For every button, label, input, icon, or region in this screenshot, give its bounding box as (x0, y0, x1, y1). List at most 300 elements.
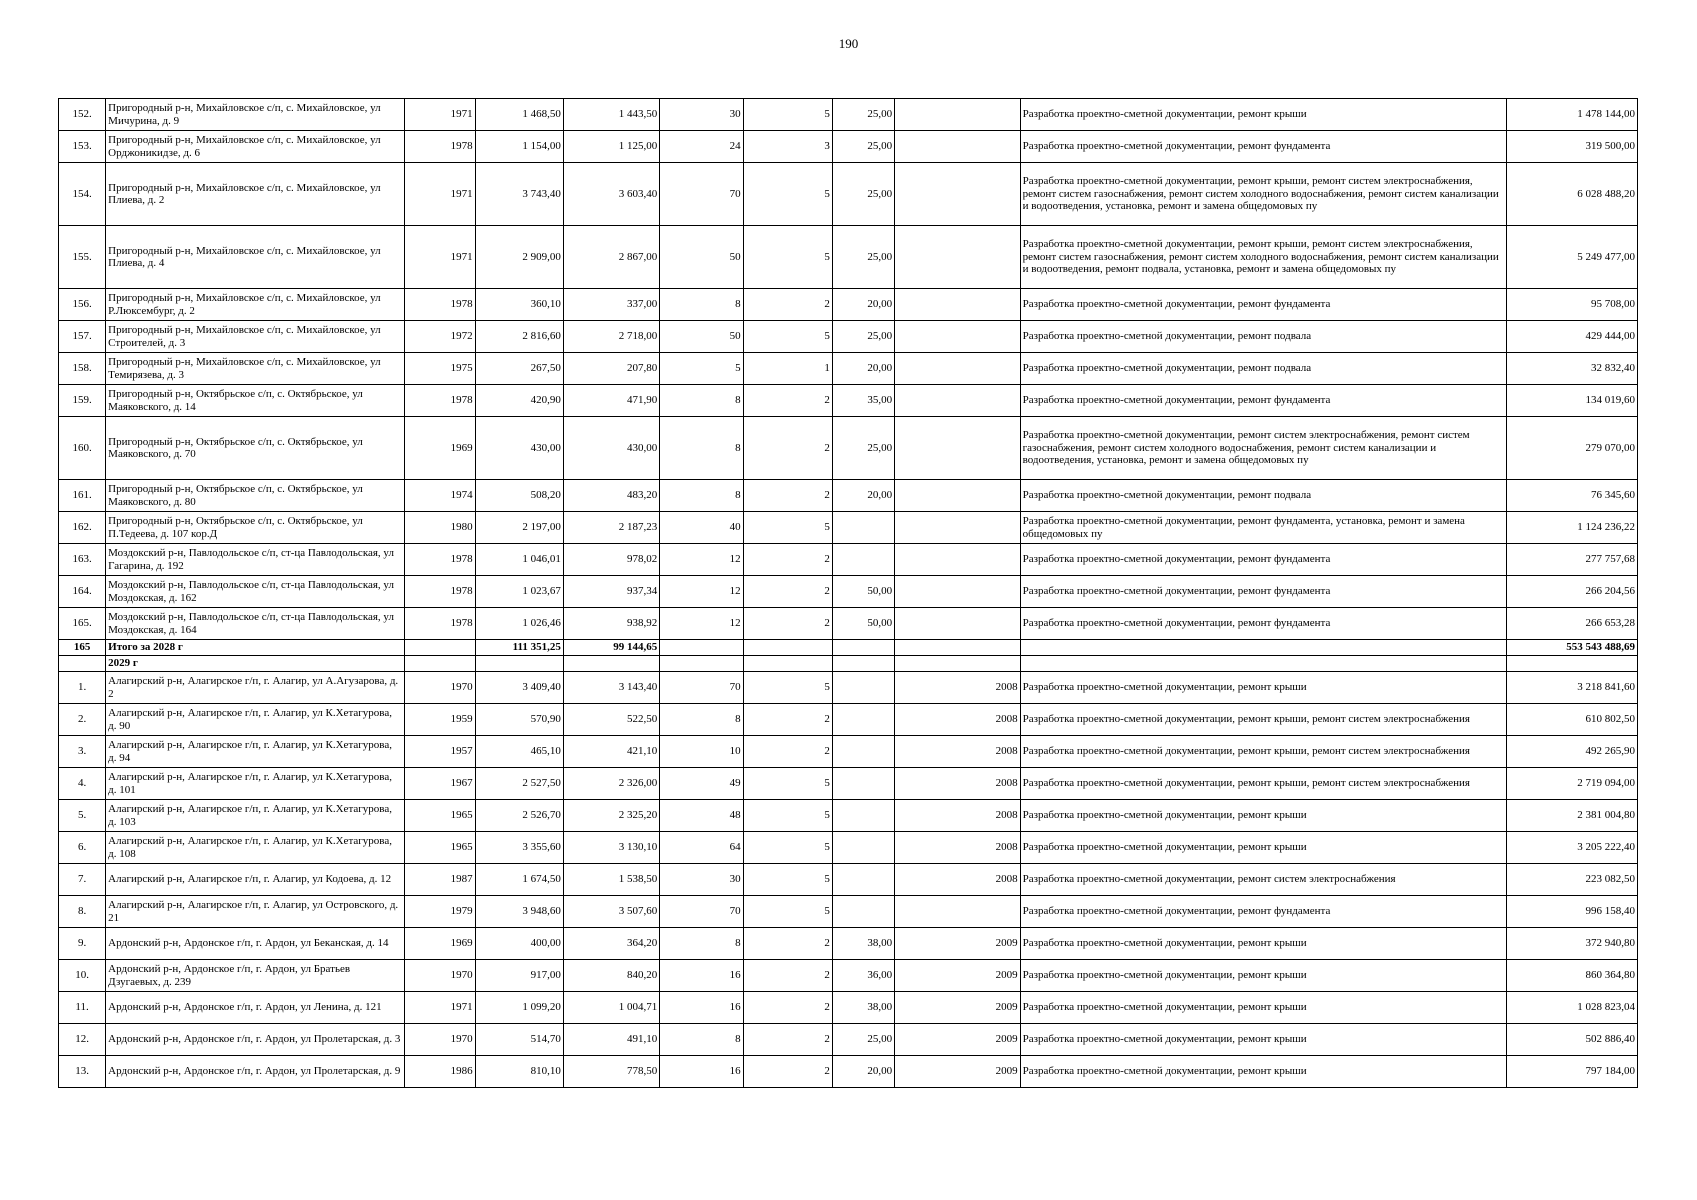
work-types-cell: Разработка проектно-сметной документации, ремонт фундамента (1020, 896, 1507, 928)
total-area-cell: 570,90 (475, 704, 563, 736)
total-area-cell: 508,20 (475, 480, 563, 512)
wear-percent-cell (832, 896, 894, 928)
living-area-cell: 1 125,00 (563, 131, 659, 163)
table-row (59, 512, 1638, 544)
living-area-cell: 471,90 (563, 385, 659, 417)
living-area-cell: 207,80 (563, 353, 659, 385)
table-row (59, 480, 1638, 512)
build-year-cell: 1965 (405, 800, 475, 832)
wear-percent-cell: 20,00 (832, 1056, 894, 1088)
last-repair-year-cell: 2008 (895, 672, 1020, 704)
residents-cell: 50 (660, 321, 743, 353)
floors-cell: 5 (743, 896, 832, 928)
last-repair-year-cell (895, 576, 1020, 608)
living-area-cell: 430,00 (563, 417, 659, 480)
last-repair-year-cell: 2008 (895, 768, 1020, 800)
last-repair-year-cell: 2008 (895, 864, 1020, 896)
row-number-cell: 13. (59, 1056, 106, 1088)
cost-cell: 372 940,80 (1507, 928, 1638, 960)
living-area-cell: 337,00 (563, 289, 659, 321)
cost-cell: 3 218 841,60 (1507, 672, 1638, 704)
wear-percent-cell: 25,00 (832, 417, 894, 480)
row-number-cell: 155. (59, 226, 106, 289)
table-row (59, 1056, 1638, 1088)
table-row (59, 960, 1638, 992)
last-repair-year-cell: 2009 (895, 1056, 1020, 1088)
last-repair-year-cell (895, 353, 1020, 385)
residents-cell: 16 (660, 1056, 743, 1088)
build-year-cell: 1980 (405, 512, 475, 544)
wear-percent-cell: 25,00 (832, 163, 894, 226)
residents-cell: 30 (660, 864, 743, 896)
address-cell: Алагирский р-н, Алагирское г/п, г. Алагир, ул К.Хетагурова, д. 101 (106, 768, 405, 800)
living-area-cell (563, 656, 659, 672)
build-year-cell: 1972 (405, 321, 475, 353)
living-area-cell: 3 143,40 (563, 672, 659, 704)
row-number-cell: 161. (59, 480, 106, 512)
cost-cell: 3 205 222,40 (1507, 832, 1638, 864)
address-cell: Пригородный р-н, Октябрьское с/п, с. Октябрьское, ул Маяковского, д. 80 (106, 480, 405, 512)
total-area-cell: 2 816,60 (475, 321, 563, 353)
work-types-cell: Разработка проектно-сметной документации, ремонт фундамента, установка, ремонт и замена общедомовых пу (1020, 512, 1507, 544)
row-number-cell: 159. (59, 385, 106, 417)
total-area-cell: 2 909,00 (475, 226, 563, 289)
floors-cell: 2 (743, 960, 832, 992)
floors-cell: 1 (743, 353, 832, 385)
address-cell: Пригородный р-н, Михайловское с/п, с. Михайловское, ул Р.Люксембург, д. 2 (106, 289, 405, 321)
living-area-cell: 491,10 (563, 1024, 659, 1056)
floors-cell: 3 (743, 131, 832, 163)
wear-percent-cell (832, 832, 894, 864)
floors-cell: 2 (743, 417, 832, 480)
living-area-cell: 978,02 (563, 544, 659, 576)
floors-cell: 2 (743, 289, 832, 321)
residents-cell: 24 (660, 131, 743, 163)
total-area-cell: 420,90 (475, 385, 563, 417)
row-number-cell: 4. (59, 768, 106, 800)
work-types-cell: Разработка проектно-сметной документации, ремонт крыши, ремонт систем электроснабжения (1020, 768, 1507, 800)
row-number-cell: 154. (59, 163, 106, 226)
total-area-cell (475, 656, 563, 672)
last-repair-year-cell (895, 417, 1020, 480)
cost-cell: 279 070,00 (1507, 417, 1638, 480)
last-repair-year-cell: 2009 (895, 960, 1020, 992)
residents-cell: 12 (660, 544, 743, 576)
cost-cell: 277 757,68 (1507, 544, 1638, 576)
wear-percent-cell (832, 704, 894, 736)
build-year-cell: 1957 (405, 736, 475, 768)
cost-cell: 223 082,50 (1507, 864, 1638, 896)
build-year-cell (405, 640, 475, 656)
address-cell: Ардонский р-н, Ардонское г/п, г. Ардон, ул Пролетарская, д. 3 (106, 1024, 405, 1056)
table-row (59, 576, 1638, 608)
address-cell: Ардонский р-н, Ардонское г/п, г. Ардон, ул Пролетарская, д. 9 (106, 1056, 405, 1088)
total-area-cell: 1 468,50 (475, 99, 563, 131)
table-row (59, 736, 1638, 768)
last-repair-year-cell (895, 640, 1020, 656)
last-repair-year-cell: 2009 (895, 992, 1020, 1024)
living-area-cell: 937,34 (563, 576, 659, 608)
cost-cell: 5 249 477,00 (1507, 226, 1638, 289)
address-cell: Итого за 2028 г (106, 640, 405, 656)
residents-cell: 16 (660, 960, 743, 992)
table-row (59, 226, 1638, 289)
residents-cell: 40 (660, 512, 743, 544)
build-year-cell: 1978 (405, 289, 475, 321)
table-row (59, 608, 1638, 640)
cost-cell: 2 719 094,00 (1507, 768, 1638, 800)
table-body (59, 99, 1638, 1088)
address-cell: Моздокский р-н, Павлодольское с/п, ст-ца Павлодольская, ул Моздокская, д. 164 (106, 608, 405, 640)
total-area-cell: 400,00 (475, 928, 563, 960)
total-area-cell: 267,50 (475, 353, 563, 385)
wear-percent-cell: 25,00 (832, 321, 894, 353)
build-year-cell: 1970 (405, 960, 475, 992)
wear-percent-cell: 25,00 (832, 131, 894, 163)
work-types-cell (1020, 640, 1507, 656)
residents-cell: 48 (660, 800, 743, 832)
last-repair-year-cell (895, 480, 1020, 512)
floors-cell: 2 (743, 704, 832, 736)
total-area-cell: 111 351,25 (475, 640, 563, 656)
residents-cell: 8 (660, 289, 743, 321)
row-number-cell: 153. (59, 131, 106, 163)
residents-cell: 64 (660, 832, 743, 864)
table-row (59, 321, 1638, 353)
row-number-cell: 160. (59, 417, 106, 480)
table-row (59, 800, 1638, 832)
build-year-cell: 1974 (405, 480, 475, 512)
living-area-cell: 483,20 (563, 480, 659, 512)
address-cell: Пригородный р-н, Октябрьское с/п, с. Октябрьское, ул Маяковского, д. 14 (106, 385, 405, 417)
floors-cell: 2 (743, 480, 832, 512)
row-number-cell: 156. (59, 289, 106, 321)
row-number-cell: 2. (59, 704, 106, 736)
table-row (59, 1024, 1638, 1056)
table-row (59, 768, 1638, 800)
residents-cell: 10 (660, 736, 743, 768)
cost-cell: 996 158,40 (1507, 896, 1638, 928)
table-row (59, 417, 1638, 480)
work-types-cell: Разработка проектно-сметной документации, ремонт фундамента (1020, 544, 1507, 576)
capital-repair-table (58, 98, 1638, 1088)
residents-cell: 16 (660, 992, 743, 1024)
floors-cell: 5 (743, 832, 832, 864)
last-repair-year-cell (895, 289, 1020, 321)
total-area-cell: 1 026,46 (475, 608, 563, 640)
floors-cell: 5 (743, 163, 832, 226)
build-year-cell: 1970 (405, 672, 475, 704)
build-year-cell: 1969 (405, 928, 475, 960)
living-area-cell: 99 144,65 (563, 640, 659, 656)
table-row (59, 289, 1638, 321)
cost-cell: 860 364,80 (1507, 960, 1638, 992)
residents-cell: 8 (660, 480, 743, 512)
floors-cell: 2 (743, 736, 832, 768)
total-area-cell: 2 526,70 (475, 800, 563, 832)
address-cell: Пригородный р-н, Октябрьское с/п, с. Октябрьское, ул Маяковского, д. 70 (106, 417, 405, 480)
wear-percent-cell: 50,00 (832, 608, 894, 640)
living-area-cell: 3 507,60 (563, 896, 659, 928)
work-types-cell: Разработка проектно-сметной документации, ремонт крыши, ремонт систем электроснабжения (1020, 704, 1507, 736)
address-cell: Ардонский р-н, Ардонское г/п, г. Ардон, ул Беканская, д. 14 (106, 928, 405, 960)
floors-cell (743, 656, 832, 672)
row-number-cell: 163. (59, 544, 106, 576)
build-year-cell: 1979 (405, 896, 475, 928)
build-year-cell: 1969 (405, 417, 475, 480)
floors-cell: 2 (743, 385, 832, 417)
floors-cell: 5 (743, 864, 832, 896)
wear-percent-cell (832, 544, 894, 576)
address-cell: Алагирский р-н, Алагирское г/п, г. Алагир, ул А.Агузарова, д. 2 (106, 672, 405, 704)
wear-percent-cell: 35,00 (832, 385, 894, 417)
table-row (59, 992, 1638, 1024)
last-repair-year-cell: 2008 (895, 832, 1020, 864)
row-number-cell: 165 (59, 640, 106, 656)
address-cell: Моздокский р-н, Павлодольское с/п, ст-ца Павлодольская, ул Гагарина, д. 192 (106, 544, 405, 576)
cost-cell: 2 381 004,80 (1507, 800, 1638, 832)
work-types-cell: Разработка проектно-сметной документации, ремонт фундамента (1020, 608, 1507, 640)
total-area-cell: 1 023,67 (475, 576, 563, 608)
living-area-cell: 3 130,10 (563, 832, 659, 864)
cost-cell: 429 444,00 (1507, 321, 1638, 353)
address-cell: Пригородный р-н, Михайловское с/п, с. Михайловское, ул Строителей, д. 3 (106, 321, 405, 353)
work-types-cell: Разработка проектно-сметной документации, ремонт крыши (1020, 992, 1507, 1024)
floors-cell: 5 (743, 672, 832, 704)
residents-cell (660, 640, 743, 656)
living-area-cell: 522,50 (563, 704, 659, 736)
row-number-cell: 162. (59, 512, 106, 544)
row-number-cell: 165. (59, 608, 106, 640)
wear-percent-cell: 20,00 (832, 480, 894, 512)
wear-percent-cell: 38,00 (832, 992, 894, 1024)
residents-cell: 8 (660, 1024, 743, 1056)
last-repair-year-cell: 2009 (895, 1024, 1020, 1056)
work-types-cell: Разработка проектно-сметной документации, ремонт фундамента (1020, 385, 1507, 417)
row-number-cell: 7. (59, 864, 106, 896)
wear-percent-cell: 36,00 (832, 960, 894, 992)
cost-cell: 1 028 823,04 (1507, 992, 1638, 1024)
work-types-cell: Разработка проектно-сметной документации, ремонт крыши, ремонт систем электроснабжения (1020, 736, 1507, 768)
cost-cell: 797 184,00 (1507, 1056, 1638, 1088)
address-cell: Пригородный р-н, Михайловское с/п, с. Михайловское, ул Темирязева, д. 3 (106, 353, 405, 385)
living-area-cell: 938,92 (563, 608, 659, 640)
residents-cell: 50 (660, 226, 743, 289)
table-row (59, 544, 1638, 576)
last-repair-year-cell (895, 321, 1020, 353)
floors-cell: 2 (743, 992, 832, 1024)
table-row (59, 928, 1638, 960)
address-cell: Алагирский р-н, Алагирское г/п, г. Алагир, ул К.Хетагурова, д. 90 (106, 704, 405, 736)
row-number-cell: 11. (59, 992, 106, 1024)
table-row (59, 704, 1638, 736)
living-area-cell: 1 443,50 (563, 99, 659, 131)
cost-cell: 32 832,40 (1507, 353, 1638, 385)
address-cell: Пригородный р-н, Михайловское с/п, с. Михайловское, ул Плиева, д. 4 (106, 226, 405, 289)
table-row (59, 163, 1638, 226)
last-repair-year-cell (895, 131, 1020, 163)
table-row (59, 672, 1638, 704)
last-repair-year-cell (895, 896, 1020, 928)
cost-cell: 610 802,50 (1507, 704, 1638, 736)
build-year-cell: 1978 (405, 544, 475, 576)
address-cell: Ардонский р-н, Ардонское г/п, г. Ардон, ул Братьев Дзугаевых, д. 239 (106, 960, 405, 992)
row-number-cell: 10. (59, 960, 106, 992)
cost-cell: 95 708,00 (1507, 289, 1638, 321)
floors-cell: 5 (743, 768, 832, 800)
wear-percent-cell (832, 656, 894, 672)
build-year-cell: 1971 (405, 226, 475, 289)
address-cell: Алагирский р-н, Алагирское г/п, г. Алагир, ул К.Хетагурова, д. 94 (106, 736, 405, 768)
build-year-cell: 1967 (405, 768, 475, 800)
work-types-cell: Разработка проектно-сметной документации, ремонт крыши (1020, 1024, 1507, 1056)
page-number: 190 (838, 36, 859, 51)
cost-cell: 134 019,60 (1507, 385, 1638, 417)
row-number-cell: 152. (59, 99, 106, 131)
total-row (59, 640, 1638, 656)
last-repair-year-cell: 2008 (895, 800, 1020, 832)
residents-cell: 5 (660, 353, 743, 385)
living-area-cell: 1 004,71 (563, 992, 659, 1024)
row-number-cell: 9. (59, 928, 106, 960)
last-repair-year-cell (895, 385, 1020, 417)
cost-cell: 266 204,56 (1507, 576, 1638, 608)
total-area-cell: 3 355,60 (475, 832, 563, 864)
work-types-cell: Разработка проектно-сметной документации, ремонт систем электроснабжения, ремонт систем газоснабжения, ремонт систем холодного водоснабжения, ремонт систем канализации и водоотведения, установка, ремонт и замена общедомовых пу (1020, 417, 1507, 480)
total-area-cell: 514,70 (475, 1024, 563, 1056)
living-area-cell: 2 718,00 (563, 321, 659, 353)
work-types-cell: Разработка проектно-сметной документации, ремонт крыши (1020, 672, 1507, 704)
living-area-cell: 778,50 (563, 1056, 659, 1088)
wear-percent-cell (832, 768, 894, 800)
build-year-cell: 1975 (405, 353, 475, 385)
address-cell: Алагирский р-н, Алагирское г/п, г. Алагир, ул К.Хетагурова, д. 108 (106, 832, 405, 864)
table-row (59, 896, 1638, 928)
last-repair-year-cell (895, 163, 1020, 226)
build-year-cell: 1970 (405, 1024, 475, 1056)
cost-cell: 6 028 488,20 (1507, 163, 1638, 226)
last-repair-year-cell: 2008 (895, 736, 1020, 768)
cost-cell: 76 345,60 (1507, 480, 1638, 512)
total-area-cell: 3 409,40 (475, 672, 563, 704)
residents-cell (660, 656, 743, 672)
residents-cell: 30 (660, 99, 743, 131)
living-area-cell: 3 603,40 (563, 163, 659, 226)
work-types-cell: Разработка проектно-сметной документации, ремонт крыши (1020, 1056, 1507, 1088)
build-year-cell: 1971 (405, 992, 475, 1024)
last-repair-year-cell (895, 226, 1020, 289)
total-area-cell: 360,10 (475, 289, 563, 321)
wear-percent-cell (832, 512, 894, 544)
living-area-cell: 2 867,00 (563, 226, 659, 289)
address-cell: Пригородный р-н, Михайловское с/п, с. Михайловское, ул Плиева, д. 2 (106, 163, 405, 226)
table-row (59, 99, 1638, 131)
work-types-cell: Разработка проектно-сметной документации, ремонт крыши (1020, 928, 1507, 960)
residents-cell: 70 (660, 163, 743, 226)
address-cell: Алагирский р-н, Алагирское г/п, г. Алагир, ул К.Хетагурова, д. 103 (106, 800, 405, 832)
build-year-cell: 1959 (405, 704, 475, 736)
floors-cell: 2 (743, 576, 832, 608)
residents-cell: 49 (660, 768, 743, 800)
residents-cell: 70 (660, 672, 743, 704)
living-area-cell: 840,20 (563, 960, 659, 992)
living-area-cell: 2 187,23 (563, 512, 659, 544)
floors-cell: 5 (743, 99, 832, 131)
table-row (59, 832, 1638, 864)
wear-percent-cell: 20,00 (832, 353, 894, 385)
floors-cell: 2 (743, 1024, 832, 1056)
row-number-cell: 12. (59, 1024, 106, 1056)
wear-percent-cell (832, 864, 894, 896)
floors-cell: 2 (743, 608, 832, 640)
address-cell: Моздокский р-н, Павлодольское с/п, ст-ца Павлодольская, ул Моздокская, д. 162 (106, 576, 405, 608)
living-area-cell: 2 326,00 (563, 768, 659, 800)
wear-percent-cell: 25,00 (832, 1024, 894, 1056)
build-year-cell: 1965 (405, 832, 475, 864)
residents-cell: 8 (660, 417, 743, 480)
total-area-cell: 1 674,50 (475, 864, 563, 896)
total-area-cell: 2 197,00 (475, 512, 563, 544)
cost-cell: 553 543 488,69 (1507, 640, 1638, 656)
work-types-cell: Разработка проектно-сметной документации, ремонт фундамента (1020, 289, 1507, 321)
wear-percent-cell: 38,00 (832, 928, 894, 960)
work-types-cell: Разработка проектно-сметной документации, ремонт систем электроснабжения (1020, 864, 1507, 896)
residents-cell: 8 (660, 704, 743, 736)
work-types-cell: Разработка проектно-сметной документации, ремонт фундамента (1020, 576, 1507, 608)
build-year-cell: 1978 (405, 131, 475, 163)
work-types-cell: Разработка проектно-сметной документации, ремонт крыши, ремонт систем электроснабжения, ремонт систем газоснабжения, ремонт систем холодного водоснабжения, ремонт систем канализации и водоотведения, ремонт подвала, установка, ремонт и замена общедомовых пу (1020, 226, 1507, 289)
wear-percent-cell (832, 736, 894, 768)
living-area-cell: 364,20 (563, 928, 659, 960)
row-number-cell: 1. (59, 672, 106, 704)
work-types-cell: Разработка проектно-сметной документации, ремонт подвала (1020, 321, 1507, 353)
build-year-cell: 1986 (405, 1056, 475, 1088)
build-year-cell: 1978 (405, 385, 475, 417)
table-row (59, 864, 1638, 896)
build-year-cell: 1987 (405, 864, 475, 896)
address-cell: Пригородный р-н, Октябрьское с/п, с. Октябрьское, ул П.Тедеева, д. 107 кор.Д (106, 512, 405, 544)
cost-cell: 1 124 236,22 (1507, 512, 1638, 544)
work-types-cell: Разработка проектно-сметной документации, ремонт крыши (1020, 832, 1507, 864)
wear-percent-cell (832, 640, 894, 656)
build-year-cell: 1971 (405, 163, 475, 226)
total-area-cell: 810,10 (475, 1056, 563, 1088)
last-repair-year-cell: 2008 (895, 704, 1020, 736)
total-area-cell: 3 743,40 (475, 163, 563, 226)
work-types-cell: Разработка проектно-сметной документации, ремонт подвала (1020, 480, 1507, 512)
cost-cell: 1 478 144,00 (1507, 99, 1638, 131)
living-area-cell: 2 325,20 (563, 800, 659, 832)
row-number-cell: 3. (59, 736, 106, 768)
row-number-cell: 157. (59, 321, 106, 353)
row-number-cell: 6. (59, 832, 106, 864)
address-cell: 2029 г (106, 656, 405, 672)
floors-cell: 5 (743, 226, 832, 289)
last-repair-year-cell (895, 544, 1020, 576)
total-area-cell: 1 099,20 (475, 992, 563, 1024)
cost-cell: 502 886,40 (1507, 1024, 1638, 1056)
last-repair-year-cell (895, 608, 1020, 640)
floors-cell: 5 (743, 800, 832, 832)
last-repair-year-cell: 2009 (895, 928, 1020, 960)
row-number-cell: 8. (59, 896, 106, 928)
address-cell: Алагирский р-н, Алагирское г/п, г. Алагир, ул Островского, д. 21 (106, 896, 405, 928)
build-year-cell: 1971 (405, 99, 475, 131)
wear-percent-cell: 20,00 (832, 289, 894, 321)
wear-percent-cell: 25,00 (832, 99, 894, 131)
last-repair-year-cell (895, 656, 1020, 672)
floors-cell: 2 (743, 544, 832, 576)
